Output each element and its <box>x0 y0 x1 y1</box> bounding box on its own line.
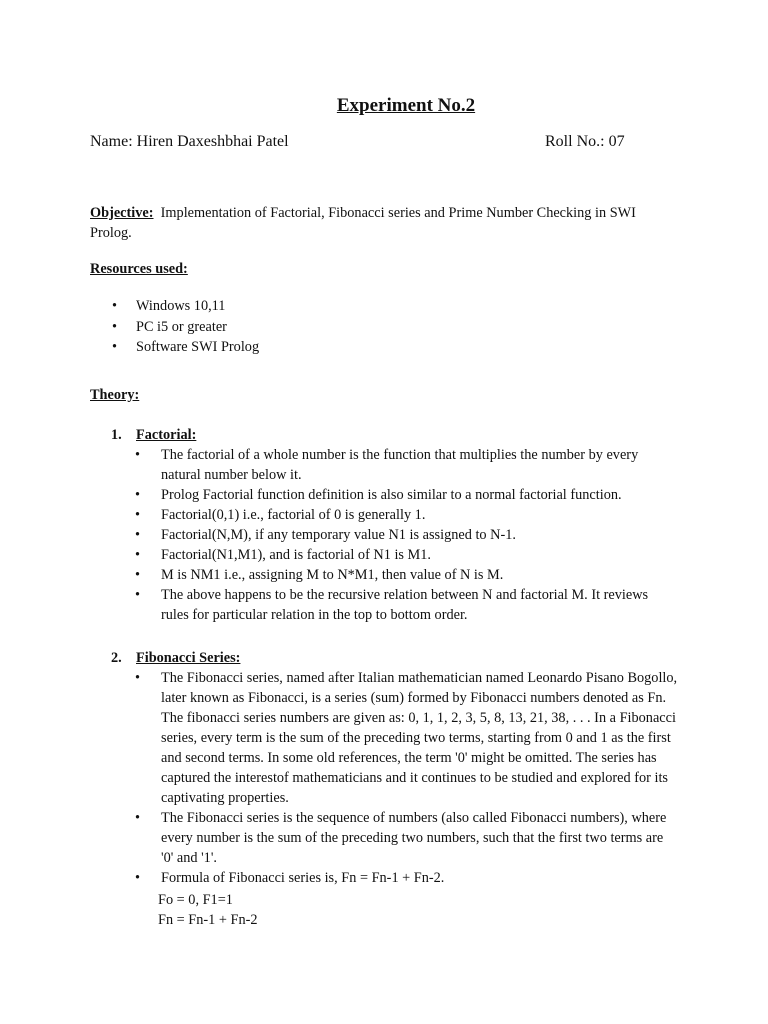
list-item: • The Fibonacci series is the sequence of numbers (also called Fibonacci numbers), where every number is the sum of the preceding two numbers, such that the first two terms are '0' and '1'. <box>133 808 678 868</box>
list-item: • The above happens to be the recursive relation between N and factorial M. It reviews rules for particular relation in the top to bottom order. <box>133 585 678 625</box>
list-item: • Formula of Fibonacci series is, Fn = Fn-1 + Fn-2. <box>133 868 678 888</box>
roll-number: Roll No.: 07 <box>545 133 625 150</box>
list-item: • The Fibonacci series, named after Italian mathematician named Leonardo Pisano Bogollo, later known as Fibonacci, is a series (sum) formed by Fibonacci numbers denoted as Fn. The fibonacci series numbers are given as: 0, 1, 1, 2, 3, 5, 8, 13, 21, 38, . . . In a Fibonacci series, every term is the sum of the preceding two terms, starting from 0 and 1 as the first and second terms. In some old references, the term '0' might be omitted. The series has captured the interestof mathematicians and it continues to be studied and explored for its captivating properties. <box>133 668 678 808</box>
list-item: • Factorial(N,M), if any temporary value N1 is assigned to N-1. <box>133 525 678 545</box>
list-item: • The factorial of a whole number is the function that multiplies the number by every natural number below it. <box>133 445 678 485</box>
page-title: Experiment No.2 <box>336 95 476 116</box>
fibonacci-points <box>133 668 678 888</box>
resources-label: Resources used: <box>90 261 188 277</box>
objective-label: Objective: <box>90 205 154 221</box>
list-item: • Factorial(0,1) i.e., factorial of 0 is generally 1. <box>133 505 678 525</box>
factorial-points <box>133 445 678 625</box>
resources-list <box>90 296 259 358</box>
objective-paragraph <box>90 203 680 243</box>
section-number: 1. <box>111 427 122 443</box>
formula-line: Fn = Fn-1 + Fn-2 <box>158 912 258 928</box>
formula-line: Fo = 0, F1=1 <box>158 892 233 908</box>
section-title: Factorial: <box>136 427 197 443</box>
section-number: 2. <box>111 650 122 666</box>
list-item: • Windows 10,11 <box>90 296 259 317</box>
section-title: Fibonacci Series: <box>136 650 241 666</box>
objective-text: Implementation of Factorial, Fibonacci series and Prime Number Checking in SWI Prolog. <box>90 205 636 241</box>
student-name: Name: Hiren Daxeshbhai Patel <box>90 133 289 150</box>
list-item: • Prolog Factorial function definition is also similar to a normal factorial function. <box>133 485 678 505</box>
resources-heading <box>90 259 680 279</box>
section-fibonacci-heading <box>111 648 240 668</box>
theory-label: Theory: <box>90 387 140 403</box>
theory-heading <box>90 385 680 405</box>
section-factorial-heading <box>111 425 196 445</box>
list-item: • Factorial(N1,M1), and is factorial of N1 is M1. <box>133 545 678 565</box>
list-item: • PC i5 or greater <box>90 317 259 338</box>
list-item: • M is NM1 i.e., assigning M to N*M1, then value of N is M. <box>133 565 678 585</box>
list-item: • Software SWI Prolog <box>90 337 259 358</box>
